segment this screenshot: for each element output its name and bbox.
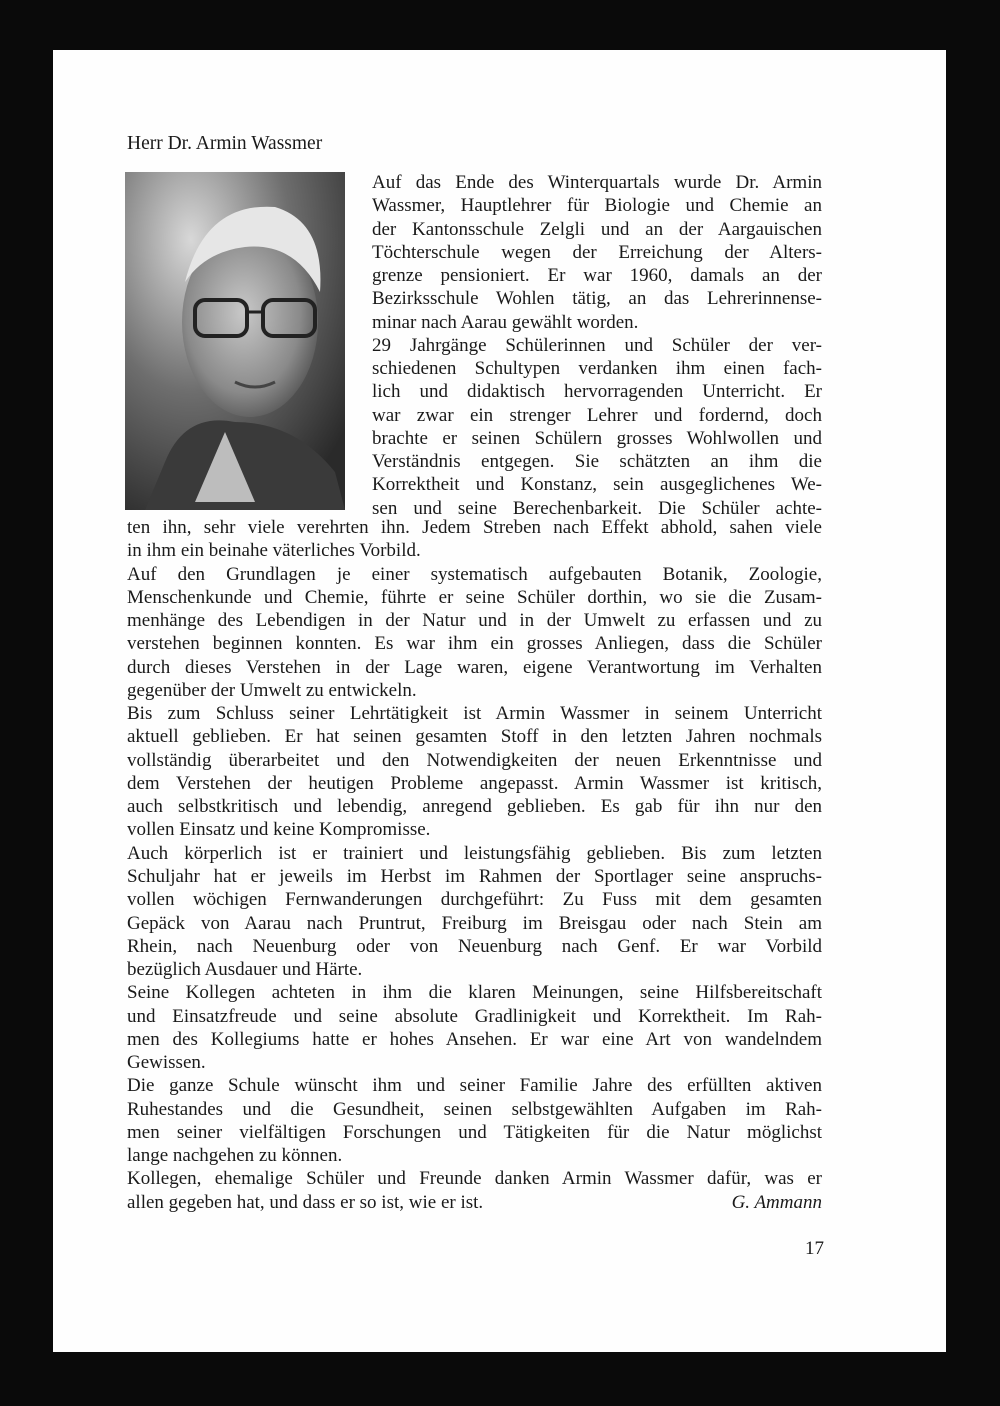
text-line: lich und didaktisch hervorragenden Unterricht. Er — [372, 381, 822, 403]
text-line: men seiner vielfältigen Forschungen und Tätigkeiten für die Natur möglichst — [127, 1121, 822, 1143]
text-line: Schuljahr hat er jeweils im Herbst im Rahmen der Sportlager seine anspruchs- — [127, 865, 822, 887]
text-line: Gepäck von Aarau nach Pruntrut, Freiburg im Breisgau oder nach Stein am — [127, 912, 822, 934]
text-line: gegenüber der Umwelt zu entwickeln. — [127, 679, 417, 701]
text-line: auch selbstkritisch und lebendig, anregend geblieben. Es gab für ihn nur den — [127, 796, 822, 818]
text-line: menhänge des Lebendigen in der Natur und in der Umwelt zu erfassen und zu — [127, 610, 822, 632]
text-line: aktuell geblieben. Er hat seinen gesamten Stoff in den letzten Jahren nochmals — [127, 726, 822, 748]
text-line: Die ganze Schule wünscht ihm und seiner Familie Jahre des erfüllten aktiven — [127, 1075, 822, 1097]
text-line: minar nach Aarau gewählt worden. — [372, 311, 639, 333]
text-line: der Kantonsschule Zelgli und an der Aargauischen — [372, 218, 822, 240]
text-line: grenze pensioniert. Er war 1960, damals an der — [372, 265, 822, 287]
text-line: lange nachgehen zu können. — [127, 1145, 343, 1167]
text-line: dem Verstehen der heutigen Probleme angepasst. Armin Wassmer ist kritisch, — [127, 772, 822, 794]
text-line: 29 Jahrgänge Schülerinnen und Schüler der ver- — [372, 334, 822, 356]
text-line: Verständnis entgegen. Sie schätzten an ihm die — [372, 451, 822, 473]
page-number: 17 — [805, 1238, 824, 1259]
text-line: durch dieses Verstehen in der Lage waren, eigene Verantwortung im Verhalten — [127, 656, 822, 678]
text-line: Auch körperlich ist er trainiert und leistungsfähig geblieben. Bis zum letzten — [127, 842, 822, 864]
text-line: Auf den Grundlagen je einer systematisch aufgebauten Botanik, Zoologie, — [127, 563, 822, 585]
text-line: in ihm ein beinahe väterliches Vorbild. — [127, 540, 421, 562]
text-line: Wassmer, Hauptlehrer für Biologie und Chemie an — [372, 195, 822, 217]
text-line: Auf das Ende des Winterquartals wurde Dr. Armin — [372, 172, 822, 193]
text-line: Töchterschule wegen der Erreichung der Alters- — [372, 241, 822, 263]
portrait-photo — [125, 172, 345, 510]
text-line: sen und seine Berechenbarkeit. Die Schüler achte- — [372, 497, 822, 519]
text-line: bezüglich Ausdauer und Härte. — [127, 959, 363, 981]
closing-text: allen gegeben hat, und dass er so ist, wie er ist. — [127, 1191, 484, 1213]
closing-line — [127, 1191, 822, 1214]
text-line: verstehen beginnen konnten. Es war ihm ein grosses Anliegen, dass die Schüler — [127, 633, 822, 655]
text-line: und Einsatzfreude und seine absolute Gradlinigkeit und Korrektheit. Im Rah- — [127, 1005, 822, 1027]
text-line: Korrektheit und Konstanz, sein ausgeglichenes We- — [372, 474, 822, 496]
text-line: Rhein, nach Neuenburg oder von Neuenburg nach Genf. Er war Vorbild — [127, 935, 822, 957]
text-line: Gewissen. — [127, 1052, 206, 1074]
text-line: Kollegen, ehemalige Schüler und Freunde danken Armin Wassmer dafür, was er — [127, 1168, 822, 1190]
body-text — [127, 516, 822, 1214]
text-line: vollständig überarbeitet und den Notwendigkeiten der neuen Erkenntnisse und — [127, 749, 822, 771]
text-line: war zwar ein strenger Lehrer und fordernd, doch — [372, 404, 822, 426]
text-line: Bezirksschule Wohlen tätig, an das Lehrerinnense- — [372, 288, 822, 310]
text-line: Ruhestandes und die Gesundheit, seinen selbstgewählten Aufgaben im Rah- — [127, 1098, 822, 1120]
text-line: Seine Kollegen achteten in ihm die klaren Meinungen, seine Hilfsbereitschaft — [127, 982, 822, 1004]
text-line: Menschenkunde und Chemie, führte er seine Schüler dorthin, wo sie die Zusam- — [127, 586, 822, 608]
text-line: brachte er seinen Schülern grosses Wohlwollen und — [372, 427, 822, 449]
text-line: vollen wöchigen Fernwanderungen durchgeführt: Zu Fuss mit dem gesamten — [127, 889, 822, 911]
text-line: men des Kollegiums hatte er hohes Ansehen. Er war eine Art von wandelndem — [127, 1028, 822, 1050]
author-signature: G. Ammann — [731, 1191, 822, 1213]
text-line: ten ihn, sehr viele verehrten ihn. Jedem Streben nach Effekt abhold, sahen viele — [127, 517, 822, 538]
article-title: Herr Dr. Armin Wassmer — [127, 133, 323, 154]
text-line: schiedenen Schultypen verdanken ihm einen fach- — [372, 358, 822, 380]
text-line: vollen Einsatz und keine Kompromisse. — [127, 819, 431, 841]
intro-column — [372, 171, 822, 520]
text-line: Bis zum Schluss seiner Lehrtätigkeit ist Armin Wassmer in seinem Unterricht — [127, 703, 822, 725]
